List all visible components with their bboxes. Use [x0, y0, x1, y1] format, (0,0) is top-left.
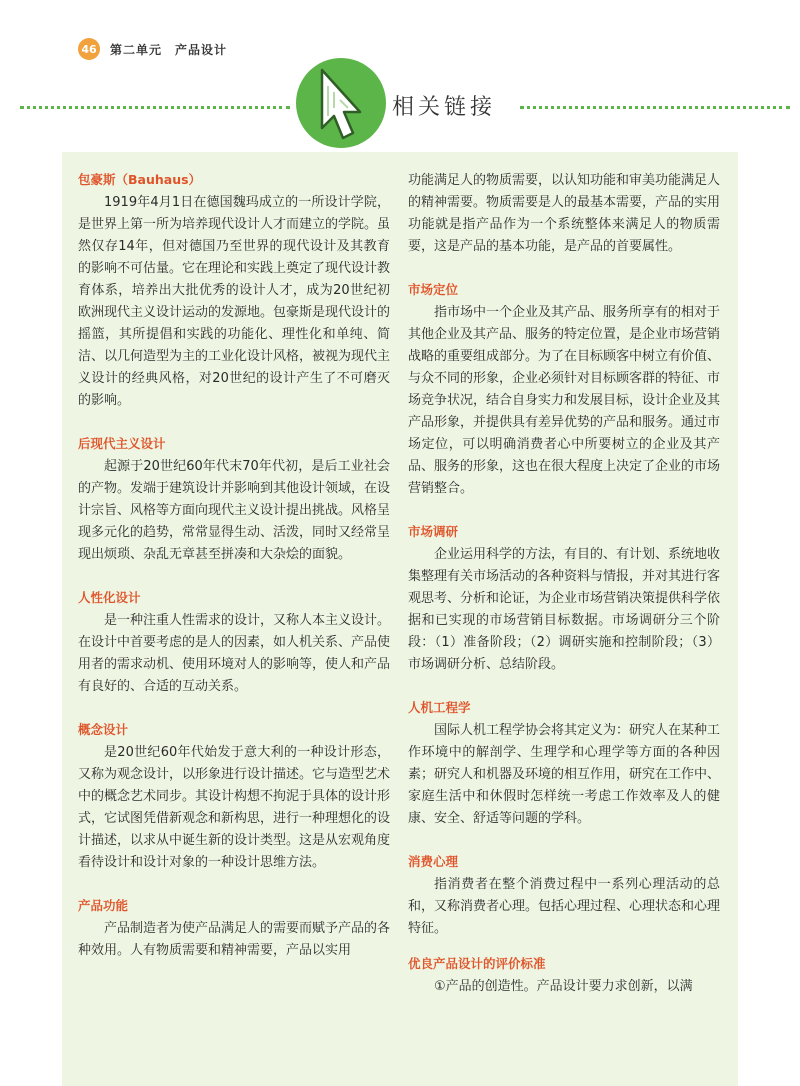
section-text-function: 产品制造者为使产品满足人的需要而赋予产品的各种效用。人有物质需要和精神需要，产品以实用: [78, 921, 391, 958]
section-text-positioning: 指市场中一个企业及其产品、服务所享有的相对于其他企业及其产品、服务的特定位置，是企业市场营销战略的重要组成部分。为了在目标顾客中树立有价值、与众不同的形象，企业必须针对目标顾客群的特征、市场竞争状况，结合自身实力和发展目标，设计企业及其产品形象，并提供具有差异优势的产品和服务。通过市场定位，可以明确消费者心中所要树立的企业及其产品、服务的形象，这也在很大程度上决定了企业的市场营销整合。: [408, 305, 721, 496]
section-text-ergonomics: 国际人机工程学协会将其定义为：研究人在某种工作环境中的解剖学、生理学和心理学等方面的各种因素；研究人和机器及环境的相互作用，研究在工作中、家庭生活中和休假时怎样统一考虑工作效率及人的健康、安全、舒适等问题的学科。: [408, 723, 721, 826]
unit-title: 第二单元 产品设计: [110, 42, 228, 57]
section-title-criteria: 优良产品设计的评价标准: [408, 956, 546, 971]
section-title-positioning: 市场定位: [408, 282, 459, 297]
section-title-humanized: 人性化设计: [78, 590, 141, 605]
section-text-humanized: 是一种注重人性需求的设计，又称人本主义设计。在设计中首要考虑的是人的因素，如人机关系、产品使用者的需求动机、使用环境对人的影响等，使人和产品有良好的、合适的互动关系。: [78, 613, 391, 694]
page-number-badge: 46: [78, 38, 100, 60]
left-column: [78, 170, 390, 962]
section-title-psychology: 消费心理: [408, 854, 459, 869]
section-text-function-cont: 功能满足人的物质需要，以认知功能和审美功能满足人的精神需要。物质需要是人的最基本需要，产品的实用功能就是指产品作为一个系统整体来满足人的物质需要，这是产品的基本功能，是产品的首要属性。: [408, 173, 721, 254]
section-text-postmodern: 起源于20世纪60年代末70年代初，是后工业社会的产物。发端于建筑设计并影响到其他设计领域，在设计宗旨、风格等方面向现代主义设计提出挑战。风格呈现多元化的趋势，常常显得生动、活泼，同时又经常呈现出烦琐、杂乱无章甚至拼凑和大杂烩的面貌。: [78, 459, 391, 562]
right-column: [408, 170, 720, 998]
section-title-bauhaus: 包豪斯（Bauhaus）: [78, 172, 202, 187]
banner-dotted-line-right: [520, 106, 790, 109]
cursor-arrow-icon: [296, 58, 386, 148]
section-title-function: 产品功能: [78, 898, 129, 913]
section-title-ergonomics: 人机工程学: [408, 700, 471, 715]
section-text-psychology: 指消费者在整个消费过程中一系列心理活动的总和，又称消费者心理。包括心理过程、心理状态和心理特征。: [408, 877, 721, 936]
section-title-concept: 概念设计: [78, 722, 129, 737]
page-header: [78, 38, 227, 60]
section-title-postmodern: 后现代主义设计: [78, 436, 166, 451]
banner-title: 相关链接: [392, 95, 497, 120]
section-text-criteria: ①产品的创造性。产品设计要力求创新，以满: [434, 979, 693, 994]
banner-circle: [296, 58, 386, 148]
section-text-bauhaus: 1919年4月1日在德国魏玛成立的一所设计学院，是世界上第一所为培养现代设计人才而建立的学院。虽然仅存14年，但对德国乃至世界的现代设计及其教育的影响不可估量。它在理论和实践上奠定了现代设计教育体系，培养出大批优秀的设计人才，成为20世纪初欧洲现代主义设计运动的发源地。包豪斯是现代设计的摇篮，其所提倡和实践的功能化、理性化和单纯、简洁、以几何造型为主的工业化设计风格，被视为现代主义设计的经典风格，对20世纪的设计产生了不可磨灭的影响。: [78, 195, 391, 408]
section-text-concept: 是20世纪60年代始发于意大利的一种设计形态，又称为观念设计，以形象进行设计描述。它与造型艺术中的概念艺术同步。其设计构想不拘泥于具体的设计形式，它试图凭借新观念和新构思，进行一种理想化的设计描述，以求从中诞生新的设计类型。这是从宏观角度看待设计和设计对象的一种设计思维方法。: [78, 745, 391, 870]
section-text-research: 企业运用科学的方法，有目的、有计划、系统地收集整理有关市场活动的各种资料与情报，并对其进行客观思考、分析和论证，为企业市场营销决策提供科学依据和已实现的市场营销目标数据。市场调研分三个阶段：（1）准备阶段；（2）调研实施和控制阶段；（3）市场调研分析、总结阶段。: [408, 547, 721, 672]
section-title-research: 市场调研: [408, 524, 459, 539]
banner-dotted-line-left: [20, 106, 290, 109]
